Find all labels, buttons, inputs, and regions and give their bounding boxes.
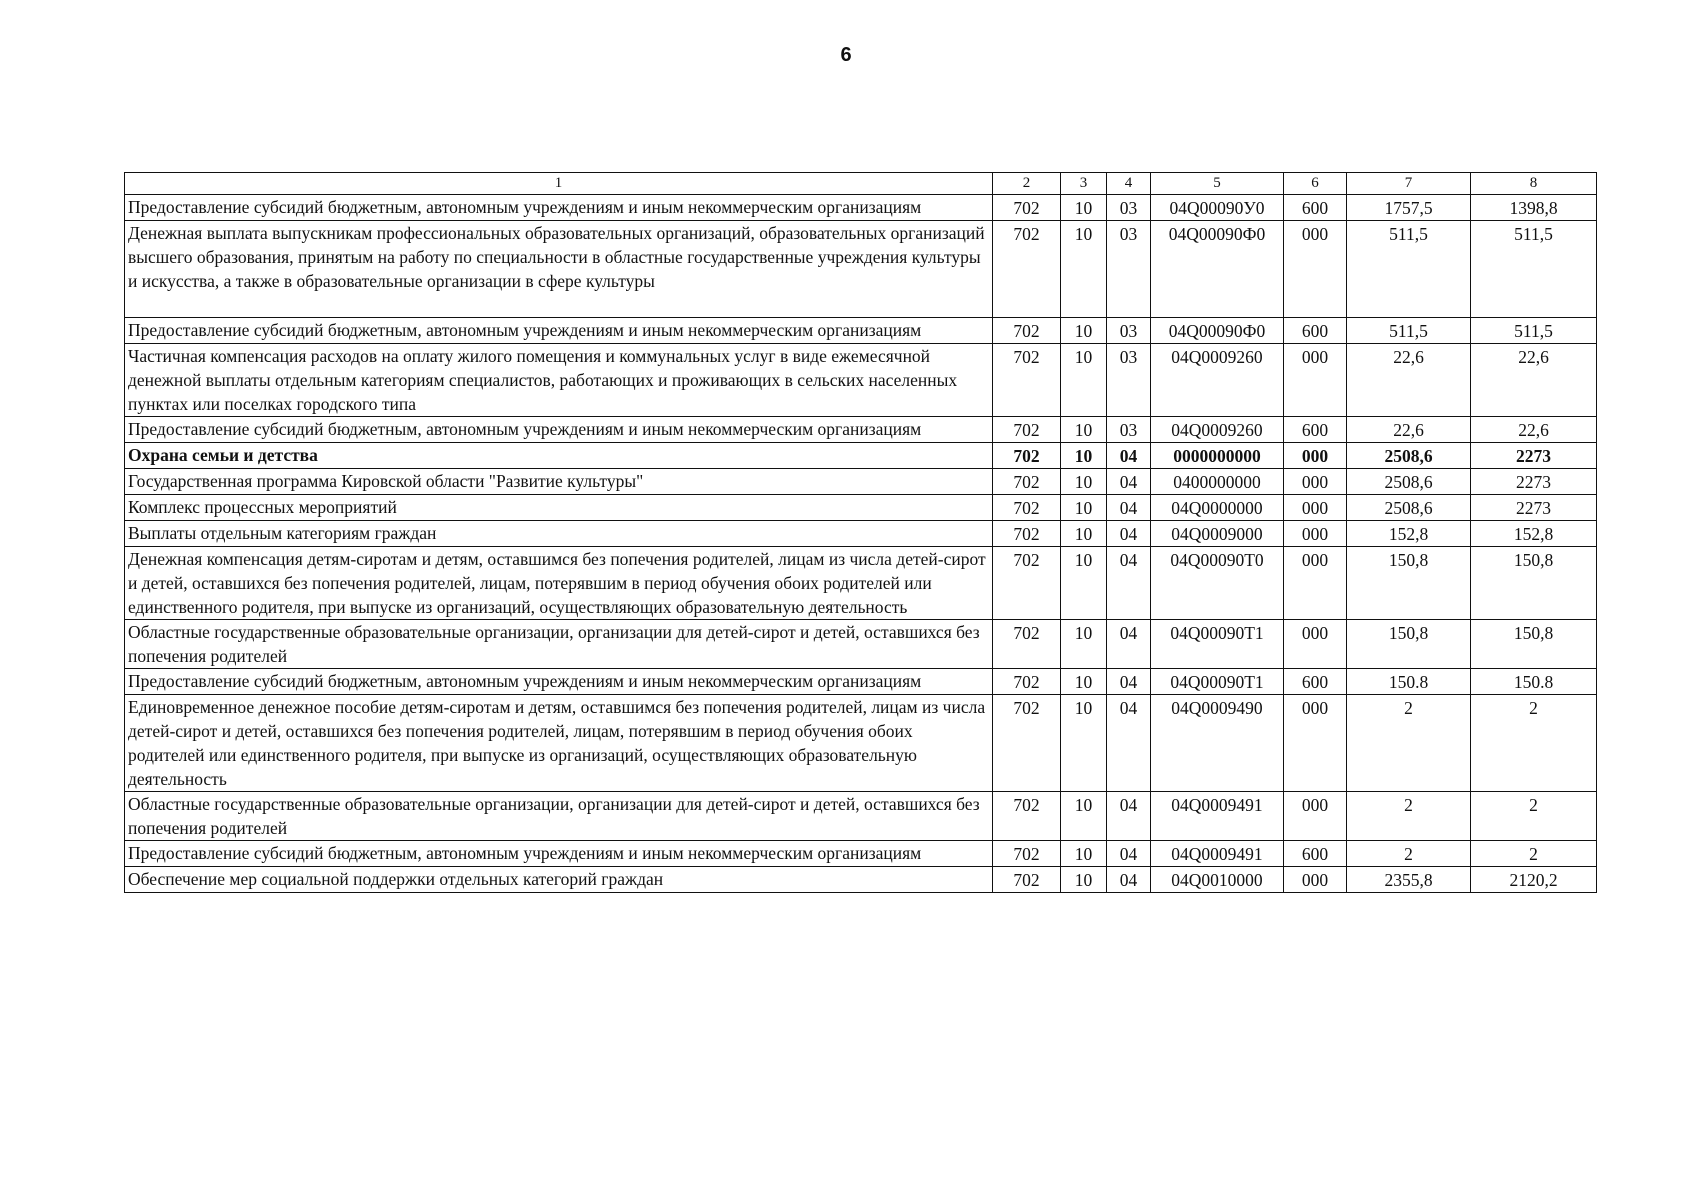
cell-expense-type: 000 — [1284, 620, 1347, 669]
cell-section: 10 — [1061, 792, 1107, 841]
budget-table — [124, 172, 1597, 893]
cell-expense-type: 600 — [1284, 417, 1347, 443]
cell-ministry-code: 702 — [993, 695, 1061, 792]
cell-target-article: 0400000000 — [1151, 469, 1284, 495]
row-name: Денежная выплата выпускникам профессиональных образовательных организаций, образовательных организаций высшего образования, принятым на работу по специальности в областные государственные учреждения культуры и искусства, а также в образовательные организации в сфере культуры — [125, 221, 993, 318]
table-row — [125, 867, 1597, 893]
table-row — [125, 495, 1597, 521]
row-name: Предоставление субсидий бюджетным, автономным учреждениям и иным некоммерческим организациям — [125, 417, 993, 443]
cell-amount-year2: 2273 — [1471, 469, 1597, 495]
cell-target-article: 04Q0009491 — [1151, 841, 1284, 867]
column-header: 3 — [1061, 173, 1107, 195]
cell-subsection: 04 — [1107, 841, 1151, 867]
cell-ministry-code: 702 — [993, 495, 1061, 521]
row-name: Предоставление субсидий бюджетным, автономным учреждениям и иным некоммерческим организациям — [125, 841, 993, 867]
table-row — [125, 521, 1597, 547]
cell-amount-year2: 150,8 — [1471, 547, 1597, 620]
cell-target-article: 04Q0009260 — [1151, 344, 1284, 417]
cell-amount-year1: 2 — [1347, 841, 1471, 867]
cell-target-article: 04Q00090Ф0 — [1151, 221, 1284, 318]
cell-target-article: 04Q00090Т1 — [1151, 669, 1284, 695]
column-header: 1 — [125, 173, 993, 195]
cell-section: 10 — [1061, 867, 1107, 893]
cell-expense-type: 000 — [1284, 547, 1347, 620]
row-name: Государственная программа Кировской области "Развитие культуры" — [125, 469, 993, 495]
cell-ministry-code: 702 — [993, 443, 1061, 469]
cell-ministry-code: 702 — [993, 195, 1061, 221]
cell-amount-year1: 2 — [1347, 695, 1471, 792]
cell-target-article: 04Q0000000 — [1151, 495, 1284, 521]
table-row — [125, 547, 1597, 620]
cell-amount-year1: 150,8 — [1347, 620, 1471, 669]
row-name: Денежная компенсация детям-сиротам и детям, оставшимся без попечения родителей, лицам из числа детей-сирот и детей, оставшихся без попечения родителей, лицам, потерявшим в период обучения обоих родителей или единственного родителя, при выпуске из организаций, осуществляющих образовательную деятельность — [125, 547, 993, 620]
row-name: Комплекс процессных мероприятий — [125, 495, 993, 521]
cell-target-article: 04Q00090Т0 — [1151, 547, 1284, 620]
cell-subsection: 04 — [1107, 521, 1151, 547]
cell-section: 10 — [1061, 521, 1107, 547]
column-header: 6 — [1284, 173, 1347, 195]
cell-ministry-code: 702 — [993, 417, 1061, 443]
cell-section: 10 — [1061, 195, 1107, 221]
cell-amount-year2: 2 — [1471, 792, 1597, 841]
cell-amount-year2: 22,6 — [1471, 344, 1597, 417]
cell-subsection: 03 — [1107, 195, 1151, 221]
cell-ministry-code: 702 — [993, 521, 1061, 547]
cell-amount-year2: 152,8 — [1471, 521, 1597, 547]
row-name: Обеспечение мер социальной поддержки отдельных категорий граждан — [125, 867, 993, 893]
table-row — [125, 669, 1597, 695]
cell-target-article: 04Q0009000 — [1151, 521, 1284, 547]
cell-amount-year1: 1757,5 — [1347, 195, 1471, 221]
cell-subsection: 03 — [1107, 318, 1151, 344]
cell-amount-year1: 150,8 — [1347, 547, 1471, 620]
cell-target-article: 04Q00090Т1 — [1151, 620, 1284, 669]
cell-expense-type: 600 — [1284, 195, 1347, 221]
cell-subsection: 03 — [1107, 344, 1151, 417]
table-row — [125, 195, 1597, 221]
cell-expense-type: 000 — [1284, 521, 1347, 547]
cell-subsection: 04 — [1107, 867, 1151, 893]
cell-amount-year2: 2120,2 — [1471, 867, 1597, 893]
cell-ministry-code: 702 — [993, 547, 1061, 620]
row-name: Частичная компенсация расходов на оплату жилого помещения и коммунальных услуг в виде ежемесячной денежной выплаты отдельным категориям специалистов, работающих и проживающих в сельских населенных пунктах или поселках городского типа — [125, 344, 993, 417]
cell-section: 10 — [1061, 495, 1107, 521]
cell-ministry-code: 702 — [993, 221, 1061, 318]
cell-expense-type: 000 — [1284, 469, 1347, 495]
cell-expense-type: 000 — [1284, 443, 1347, 469]
cell-subsection: 04 — [1107, 620, 1151, 669]
cell-section: 10 — [1061, 318, 1107, 344]
row-name: Охрана семьи и детства — [125, 443, 993, 469]
cell-amount-year1: 2508,6 — [1347, 443, 1471, 469]
row-name: Предоставление субсидий бюджетным, автономным учреждениям и иным некоммерческим организациям — [125, 669, 993, 695]
cell-section: 10 — [1061, 417, 1107, 443]
cell-target-article: 04Q0009491 — [1151, 792, 1284, 841]
cell-amount-year2: 2273 — [1471, 443, 1597, 469]
table-row — [125, 695, 1597, 792]
cell-subsection: 04 — [1107, 792, 1151, 841]
cell-section: 10 — [1061, 547, 1107, 620]
cell-section: 10 — [1061, 443, 1107, 469]
header-row — [125, 173, 1597, 195]
cell-section: 10 — [1061, 695, 1107, 792]
cell-amount-year1: 2508,6 — [1347, 469, 1471, 495]
cell-target-article: 0000000000 — [1151, 443, 1284, 469]
cell-subsection: 04 — [1107, 443, 1151, 469]
column-header: 8 — [1471, 173, 1597, 195]
cell-expense-type: 600 — [1284, 669, 1347, 695]
table-row — [125, 344, 1597, 417]
cell-section: 10 — [1061, 469, 1107, 495]
cell-expense-type: 600 — [1284, 841, 1347, 867]
cell-target-article: 04Q0009490 — [1151, 695, 1284, 792]
cell-section: 10 — [1061, 344, 1107, 417]
cell-amount-year2: 150.8 — [1471, 669, 1597, 695]
cell-subsection: 04 — [1107, 547, 1151, 620]
table-row — [125, 841, 1597, 867]
table-row — [125, 417, 1597, 443]
table-row — [125, 792, 1597, 841]
cell-ministry-code: 702 — [993, 318, 1061, 344]
cell-amount-year2: 150,8 — [1471, 620, 1597, 669]
cell-ministry-code: 702 — [993, 867, 1061, 893]
cell-expense-type: 000 — [1284, 695, 1347, 792]
cell-amount-year1: 22,6 — [1347, 417, 1471, 443]
cell-section: 10 — [1061, 669, 1107, 695]
page-number: 6 — [840, 44, 852, 66]
cell-subsection: 04 — [1107, 695, 1151, 792]
cell-expense-type: 000 — [1284, 792, 1347, 841]
cell-ministry-code: 702 — [993, 344, 1061, 417]
cell-subsection: 03 — [1107, 221, 1151, 318]
cell-subsection: 03 — [1107, 417, 1151, 443]
column-header: 4 — [1107, 173, 1151, 195]
column-header: 5 — [1151, 173, 1284, 195]
cell-ministry-code: 702 — [993, 669, 1061, 695]
cell-amount-year1: 2355,8 — [1347, 867, 1471, 893]
cell-target-article: 04Q00090У0 — [1151, 195, 1284, 221]
cell-expense-type: 000 — [1284, 495, 1347, 521]
cell-amount-year2: 2 — [1471, 695, 1597, 792]
cell-expense-type: 600 — [1284, 318, 1347, 344]
row-name: Областные государственные образовательные организации, организации для детей-сирот и детей, оставшихся без попечения родителей — [125, 620, 993, 669]
cell-expense-type: 000 — [1284, 867, 1347, 893]
cell-amount-year1: 2 — [1347, 792, 1471, 841]
table-row — [125, 620, 1597, 669]
cell-amount-year2: 22,6 — [1471, 417, 1597, 443]
cell-amount-year2: 2273 — [1471, 495, 1597, 521]
cell-amount-year1: 511,5 — [1347, 221, 1471, 318]
cell-subsection: 04 — [1107, 669, 1151, 695]
cell-expense-type: 000 — [1284, 221, 1347, 318]
cell-amount-year2: 2 — [1471, 841, 1597, 867]
cell-subsection: 04 — [1107, 469, 1151, 495]
cell-expense-type: 000 — [1284, 344, 1347, 417]
column-header: 2 — [993, 173, 1061, 195]
cell-amount-year2: 1398,8 — [1471, 195, 1597, 221]
cell-subsection: 04 — [1107, 495, 1151, 521]
cell-ministry-code: 702 — [993, 469, 1061, 495]
table-row — [125, 469, 1597, 495]
row-name: Предоставление субсидий бюджетным, автономным учреждениям и иным некоммерческим организациям — [125, 195, 993, 221]
row-name: Единовременное денежное пособие детям-сиротам и детям, оставшимся без попечения родителей, лицам из числа детей-сирот и детей, оставшихся без попечения родителей, лицам, потерявшим в период обучения обоих родителей или единственного родителя, при выпуске из организаций, осуществляющих образовательную деятельность — [125, 695, 993, 792]
cell-amount-year1: 152,8 — [1347, 521, 1471, 547]
cell-target-article: 04Q0009260 — [1151, 417, 1284, 443]
row-name: Предоставление субсидий бюджетным, автономным учреждениям и иным некоммерческим организациям — [125, 318, 993, 344]
cell-section: 10 — [1061, 620, 1107, 669]
cell-ministry-code: 702 — [993, 620, 1061, 669]
cell-amount-year1: 150.8 — [1347, 669, 1471, 695]
table-row — [125, 318, 1597, 344]
column-header: 7 — [1347, 173, 1471, 195]
cell-section: 10 — [1061, 841, 1107, 867]
cell-amount-year1: 511,5 — [1347, 318, 1471, 344]
cell-amount-year1: 2508,6 — [1347, 495, 1471, 521]
table-row — [125, 443, 1597, 469]
cell-amount-year2: 511,5 — [1471, 221, 1597, 318]
cell-target-article: 04Q00090Ф0 — [1151, 318, 1284, 344]
row-name: Выплаты отдельным категориям граждан — [125, 521, 993, 547]
table-row — [125, 221, 1597, 318]
cell-target-article: 04Q0010000 — [1151, 867, 1284, 893]
cell-section: 10 — [1061, 221, 1107, 318]
cell-amount-year1: 22,6 — [1347, 344, 1471, 417]
row-name: Областные государственные образовательные организации, организации для детей-сирот и детей, оставшихся без попечения родителей — [125, 792, 993, 841]
cell-amount-year2: 511,5 — [1471, 318, 1597, 344]
cell-ministry-code: 702 — [993, 841, 1061, 867]
cell-ministry-code: 702 — [993, 792, 1061, 841]
